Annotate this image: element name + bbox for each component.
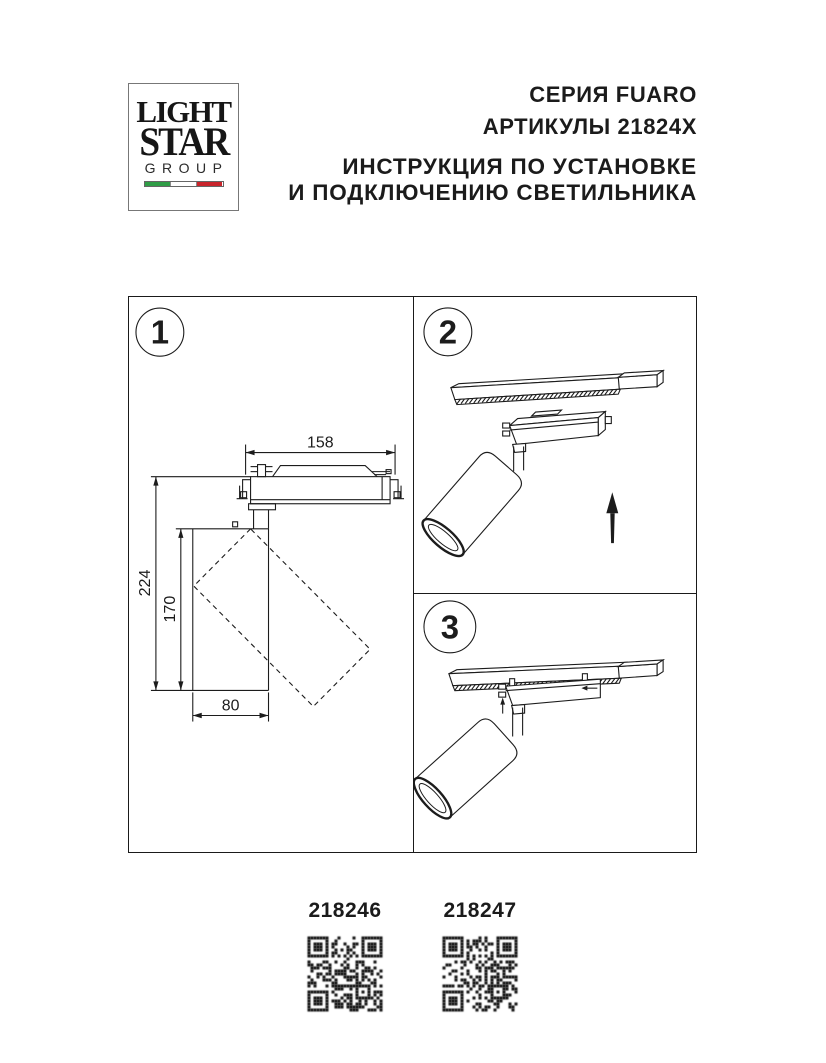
latch-click-arrow <box>500 698 505 705</box>
flag-white-segment <box>170 182 197 186</box>
panel-step1 <box>129 297 414 852</box>
step2-installation-drawing <box>414 297 696 593</box>
panel-step3 <box>414 594 696 852</box>
dimension-label-body-width: 80 <box>221 697 240 715</box>
spotlight-cylinder <box>414 715 521 824</box>
instruction-title <box>288 154 697 205</box>
spotlight-cylinder <box>417 448 525 561</box>
instruction-title-line1: ИНСТРУКЦИЯ ПО УСТАНОВКЕ <box>342 154 697 179</box>
diagram-grid <box>128 296 697 853</box>
instruction-title-line2: И ПОДКЛЮЧЕНИЮ СВЕТИЛЬНИКА <box>288 179 697 205</box>
tilt-range-dashed-outline <box>194 529 370 707</box>
step1-dimension-drawing <box>129 297 413 852</box>
article-number-2: 218247 <box>443 899 517 922</box>
dimension-label-body-height: 170 <box>161 595 179 623</box>
article-number-1: 218246 <box>308 899 382 922</box>
flag-green-segment <box>145 182 170 186</box>
articles-title: АРТИКУЛЫ 21824X <box>482 114 697 139</box>
qr-code-2 <box>441 935 519 1013</box>
step1-number: 1 <box>150 313 170 351</box>
step3-installed-drawing <box>414 594 696 852</box>
dimension-label-track-width: 158 <box>307 434 334 452</box>
series-title: СЕРИЯ FUARO <box>529 82 697 107</box>
step2-number: 2 <box>438 313 458 351</box>
lightstar-logo <box>128 83 239 211</box>
step3-number: 3 <box>440 608 460 646</box>
qr-block-2 <box>432 901 528 1013</box>
insert-direction-arrow <box>606 492 618 543</box>
qr-code-1 <box>306 935 384 1013</box>
italian-flag-stripe <box>144 181 224 187</box>
logo-word-light: LIGHT <box>136 94 231 129</box>
flag-red-segment <box>197 182 222 186</box>
qr-block-1 <box>297 901 393 1013</box>
header-text-block <box>288 79 697 205</box>
panel-step2 <box>414 297 696 594</box>
logo-word-group: GROUP <box>144 160 229 176</box>
logo-word-star: STAR <box>138 119 229 164</box>
dimension-label-total-height: 224 <box>136 569 154 597</box>
